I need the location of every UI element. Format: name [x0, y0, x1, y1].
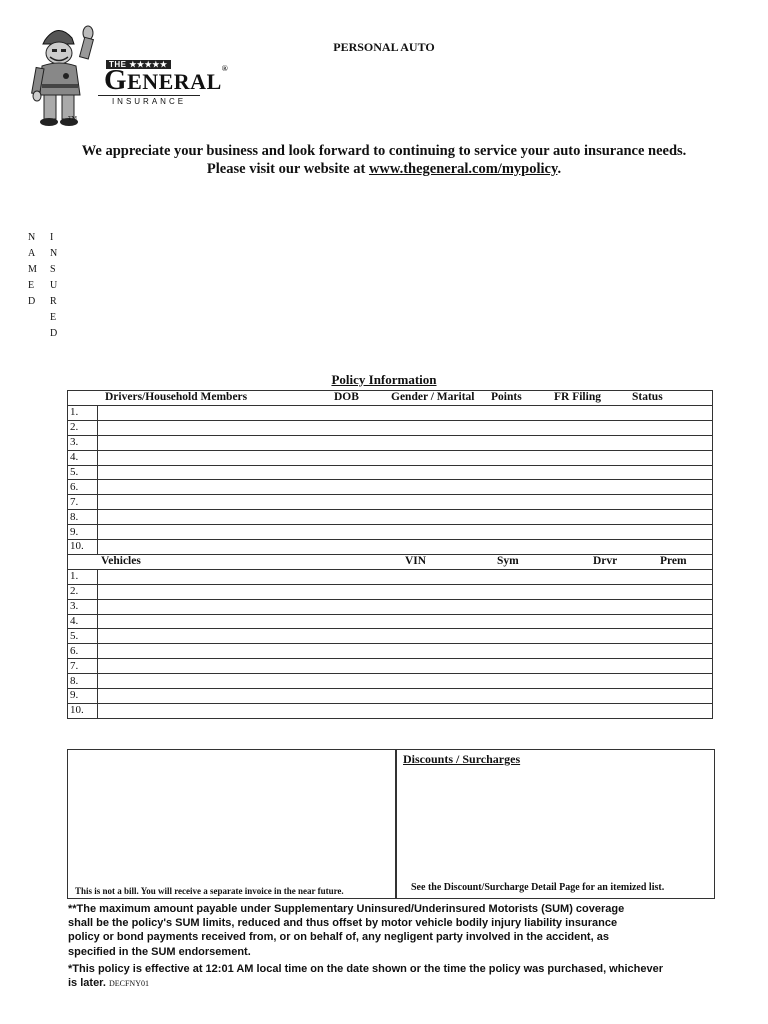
vertical-letter: E: [28, 280, 35, 291]
vehicle-row: [68, 689, 713, 704]
discounts-box: [395, 749, 715, 899]
row-number: 1.: [68, 569, 98, 584]
driver-row-content: [98, 465, 713, 480]
row-number: 2.: [68, 584, 98, 599]
row-number: 8.: [68, 674, 98, 689]
notice-box: [67, 749, 397, 899]
not-a-bill-notice: This is not a bill. You will receive a separate invoice in the near future.: [75, 886, 344, 896]
vehicle-row-content: [98, 644, 713, 659]
vehicle-row: [68, 629, 713, 644]
vertical-letter: U: [50, 280, 58, 291]
vehicle-row: [68, 644, 713, 659]
logo-insurance-text: INSURANCE: [98, 95, 200, 106]
vertical-letter: D: [28, 296, 36, 307]
driver-row: [68, 465, 713, 480]
status-column-header: Status: [632, 391, 663, 403]
vehicle-row: [68, 614, 713, 629]
row-number: 3.: [68, 435, 98, 450]
driver-row-content: [98, 406, 713, 421]
intro-line-1: We appreciate your business and look forward to continuing to service your auto insurance needs.: [81, 143, 687, 159]
discounts-title: Discounts / Surcharges: [403, 752, 521, 766]
sum-disclaimer: **The maximum amount payable under Supplementary Uninsured/Underinsured Motorists (SUM) coverage shall be the policy's SUM limits, reduced and thus offset by motor vehicle bodily injury liability insurance policy or bond payments received from, or on behalf of, any negligent party involved in the accident, as specified in the SUM endorsement.: [68, 903, 625, 958]
policy-table: [67, 390, 713, 719]
policy-information-title: Policy Information: [331, 372, 437, 387]
vertical-letter: N: [50, 248, 58, 259]
driver-row-content: [98, 435, 713, 450]
vehicle-row: [68, 674, 713, 689]
driver-row-content: [98, 495, 713, 510]
named-label: [28, 230, 37, 310]
vertical-letter: A: [28, 248, 36, 259]
driver-row-content: [98, 420, 713, 435]
fr-filing-column-header: FR Filing: [554, 391, 601, 403]
row-number: 1.: [68, 406, 98, 421]
vehicle-row-content: [98, 614, 713, 629]
vehicle-row-content: [98, 689, 713, 704]
row-number: 6.: [68, 644, 98, 659]
dob-column-header: DOB: [334, 391, 359, 403]
row-number: 3.: [68, 599, 98, 614]
row-number: 5.: [68, 629, 98, 644]
row-number: 9.: [68, 689, 98, 704]
driver-row-content: [98, 540, 713, 555]
row-number: 9.: [68, 525, 98, 540]
vehicle-row: [68, 703, 713, 718]
vehicle-row-content: [98, 674, 713, 689]
vehicle-row-content: [98, 569, 713, 584]
logo-trademark: TM: [68, 116, 77, 122]
insured-label: [50, 230, 57, 342]
vehicle-row-content: [98, 703, 713, 718]
vehicle-row-content: [98, 584, 713, 599]
logo-wordmark: GENERAL®: [104, 64, 229, 96]
vehicle-row: [68, 599, 713, 614]
logo-the-text: THE ★★★★★: [106, 60, 171, 69]
vertical-letter: S: [50, 264, 56, 275]
row-number: 10.: [68, 703, 98, 718]
driver-row-content: [98, 480, 713, 495]
row-number: 2.: [68, 420, 98, 435]
vehicle-row: [68, 569, 713, 584]
vehicle-row-content: [98, 599, 713, 614]
row-number: 7.: [68, 659, 98, 674]
row-number: 4.: [68, 450, 98, 465]
points-column-header: Points: [491, 391, 522, 403]
vertical-letter: D: [50, 328, 58, 339]
website-link[interactable]: www.thegeneral.com/mypolicy: [368, 161, 558, 177]
form-code: DECFNY01: [108, 979, 149, 989]
mascot-illustration: [28, 20, 98, 130]
drivers-header-row: [68, 391, 713, 406]
prem-column-header: Prem: [660, 554, 687, 567]
company-logo: [28, 20, 229, 130]
vertical-letter: E: [50, 312, 57, 323]
vehicle-row: [68, 659, 713, 674]
row-number: 4.: [68, 614, 98, 629]
driver-row: [68, 435, 713, 450]
driver-row: [68, 450, 713, 465]
driver-row: [68, 495, 713, 510]
driver-row-content: [98, 450, 713, 465]
vehicles-header-row: [68, 554, 713, 569]
intro-message: [0, 142, 768, 178]
drvr-column-header: Drvr: [593, 554, 618, 567]
document-title: PERSONAL AUTO: [333, 40, 435, 54]
driver-row: [68, 420, 713, 435]
drivers-column-header: Drivers/Household Members: [105, 391, 248, 403]
driver-row: [68, 525, 713, 540]
row-number: 7.: [68, 495, 98, 510]
vertical-letter: N: [28, 232, 36, 243]
row-number: 8.: [68, 510, 98, 525]
driver-row-content: [98, 510, 713, 525]
row-number: 6.: [68, 480, 98, 495]
effective-disclaimer: *This policy is effective at 12:01 AM local time on the date shown or the time the policy was purchased, whichever is later. DECFNY01: [68, 963, 663, 990]
vertical-letter: R: [50, 296, 57, 307]
row-number: 5.: [68, 465, 98, 480]
vertical-letter: M: [28, 264, 37, 275]
gender-marital-column-header: Gender / Marital: [391, 391, 475, 403]
driver-row: [68, 480, 713, 495]
vehicles-column-header: Vehicles: [101, 554, 141, 567]
driver-row: [68, 540, 713, 555]
driver-row: [68, 406, 713, 421]
intro-line-2: Please visit our website at www.thegeneral.com/mypolicy.: [206, 161, 562, 177]
driver-row-content: [98, 525, 713, 540]
vehicle-row: [68, 584, 713, 599]
vehicle-row-content: [98, 659, 713, 674]
row-number: 10.: [68, 540, 98, 555]
driver-row: [68, 510, 713, 525]
vertical-letter: I: [50, 232, 54, 243]
vehicle-row-content: [98, 629, 713, 644]
sym-column-header: Sym: [497, 554, 519, 567]
vin-column-header: VIN: [405, 554, 427, 567]
discount-detail-note: See the Discount/Surcharge Detail Page for an itemized list.: [411, 882, 665, 893]
